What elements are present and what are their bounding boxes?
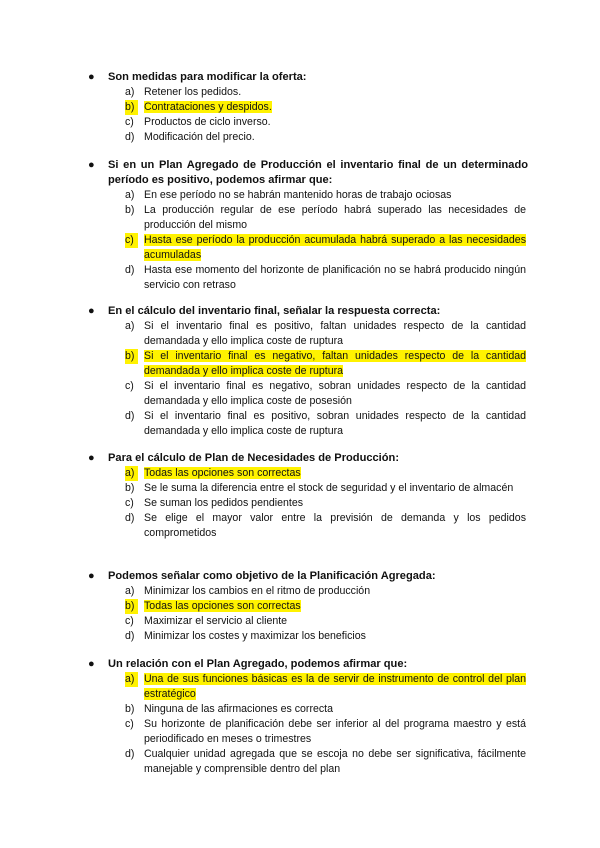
option-item-highlighted — [0, 100, 526, 115]
option-item — [0, 263, 526, 293]
option-text: Se elige el mayor valor entre la previsión de demanda y los pedidos comprometidos — [144, 512, 526, 539]
option-item — [0, 481, 526, 496]
bullet-icon: ● — [88, 658, 95, 670]
option-letter: a) — [125, 672, 138, 687]
option-item — [0, 747, 526, 777]
option-item — [0, 614, 526, 629]
option-item-highlighted — [0, 466, 526, 481]
option-item — [0, 409, 526, 439]
option-item — [0, 379, 526, 409]
option-letter: b) — [125, 204, 135, 216]
option-letter: d) — [125, 264, 135, 276]
question-text: Podemos señalar como objetivo de la Planificación Agregada: — [108, 570, 436, 582]
option-list — [0, 319, 600, 439]
question-3 — [0, 304, 600, 439]
option-text: Su horizonte de planificación debe ser inferior al del programa maestro y está periodificado en meses o trimestres — [144, 718, 526, 745]
option-letter: d) — [125, 748, 135, 760]
option-item — [0, 115, 526, 130]
option-item — [0, 717, 526, 747]
option-item — [0, 203, 526, 233]
question-text: Si en un Plan Agregado de Producción el inventario final de un determinado período es positivo, podemos afirmar que: — [108, 159, 528, 186]
option-list — [0, 584, 600, 644]
option-text: Si el inventario final es positivo, sobran unidades respecto de la cantidad demandada y ello implica coste de ruptura — [144, 410, 526, 437]
bullet-icon: ● — [88, 305, 95, 317]
option-letter: d) — [125, 512, 135, 524]
option-text: Modificación del precio. — [144, 131, 255, 143]
option-item — [0, 629, 526, 644]
option-letter: a) — [125, 189, 135, 201]
option-letter: c) — [125, 718, 134, 730]
option-item-highlighted — [0, 233, 526, 263]
option-list — [0, 85, 600, 145]
question-4 — [0, 451, 600, 541]
option-item — [0, 319, 526, 349]
option-text: Si el inventario final es positivo, faltan unidades respecto de la cantidad demandada y ello implica coste de ruptura — [144, 320, 526, 347]
option-letter: b) — [125, 482, 135, 494]
option-text: Retener los pedidos. — [144, 86, 242, 98]
option-text: Si el inventario final es negativo, faltan unidades respecto de la cantidad demandada y ello implica coste de ruptura — [144, 350, 526, 377]
question-6 — [0, 657, 600, 777]
option-letter: b) — [125, 703, 135, 715]
option-text: Minimizar los cambios en el ritmo de producción — [144, 585, 371, 597]
option-item — [0, 511, 526, 541]
option-text: Minimizar los costes y maximizar los beneficios — [144, 630, 366, 642]
bullet-icon: ● — [88, 71, 95, 83]
option-letter: d) — [125, 630, 135, 642]
option-text: En ese período no se habrán mantenido horas de trabajo ociosas — [144, 189, 452, 201]
option-letter: b) — [125, 349, 138, 364]
option-letter: b) — [125, 100, 138, 115]
option-letter: a) — [125, 320, 135, 332]
question-2 — [0, 158, 600, 293]
option-list — [0, 466, 600, 541]
option-item-highlighted — [0, 672, 526, 702]
question-text: Para el cálculo de Plan de Necesidades de Producción: — [108, 452, 400, 464]
option-letter: b) — [125, 599, 138, 614]
bullet-icon: ● — [88, 159, 95, 171]
option-letter: c) — [125, 233, 138, 248]
question-text: Son medidas para modificar la oferta: — [108, 71, 307, 83]
option-list — [0, 672, 600, 777]
question-1 — [0, 70, 600, 145]
option-letter: a) — [125, 86, 135, 98]
option-text: Si el inventario final es negativo, sobran unidades respecto de la cantidad demandada y ello implica coste de posesión — [144, 380, 526, 407]
option-text: Ninguna de las afirmaciones es correcta — [144, 703, 334, 715]
option-item — [0, 85, 526, 100]
question-text: En el cálculo del inventario final, señalar la respuesta correcta: — [108, 305, 441, 317]
option-text: Contrataciones y despidos. — [144, 101, 272, 113]
option-letter: a) — [125, 585, 135, 597]
option-letter: c) — [125, 615, 134, 627]
option-item — [0, 130, 526, 145]
option-item-highlighted — [0, 349, 526, 379]
option-letter: c) — [125, 380, 134, 392]
question-5 — [0, 569, 600, 644]
option-text: Hasta ese momento del horizonte de planificación no se habrá producido ningún servicio con retraso — [144, 264, 526, 291]
option-text: Productos de ciclo inverso. — [144, 116, 271, 128]
option-item — [0, 584, 526, 599]
option-item-highlighted — [0, 599, 526, 614]
option-item — [0, 188, 526, 203]
option-list — [0, 188, 600, 293]
option-letter: c) — [125, 497, 134, 509]
option-text: Todas las opciones son correctas — [144, 467, 301, 479]
option-text: Se le suma la diferencia entre el stock de seguridad y el inventario de almacén — [144, 482, 514, 494]
option-text: Maximizar el servicio al cliente — [144, 615, 288, 627]
option-text: Una de sus funciones básicas es la de servir de instrumento de control del plan estratégico — [144, 673, 526, 700]
option-text: Hasta ese período la producción acumulada habrá superado a las necesidades acumuladas — [144, 234, 526, 261]
bullet-icon: ● — [88, 452, 95, 464]
option-text: Todas las opciones son correctas — [144, 600, 301, 612]
option-letter: d) — [125, 131, 135, 143]
bullet-icon: ● — [88, 570, 95, 582]
option-letter: a) — [125, 466, 138, 481]
option-item — [0, 702, 526, 717]
option-letter: c) — [125, 116, 134, 128]
option-text: Cualquier unidad agregada que se escoja no debe ser significativa, fácilmente manejable y comprensible dentro del plan — [144, 748, 526, 775]
option-letter: d) — [125, 410, 135, 422]
option-item — [0, 496, 526, 511]
option-text: La producción regular de ese período habrá superado las necesidades de producción del mismo — [144, 204, 526, 231]
question-text: Un relación con el Plan Agregado, podemos afirmar que: — [108, 658, 408, 670]
option-text: Se suman los pedidos pendientes — [144, 497, 304, 509]
